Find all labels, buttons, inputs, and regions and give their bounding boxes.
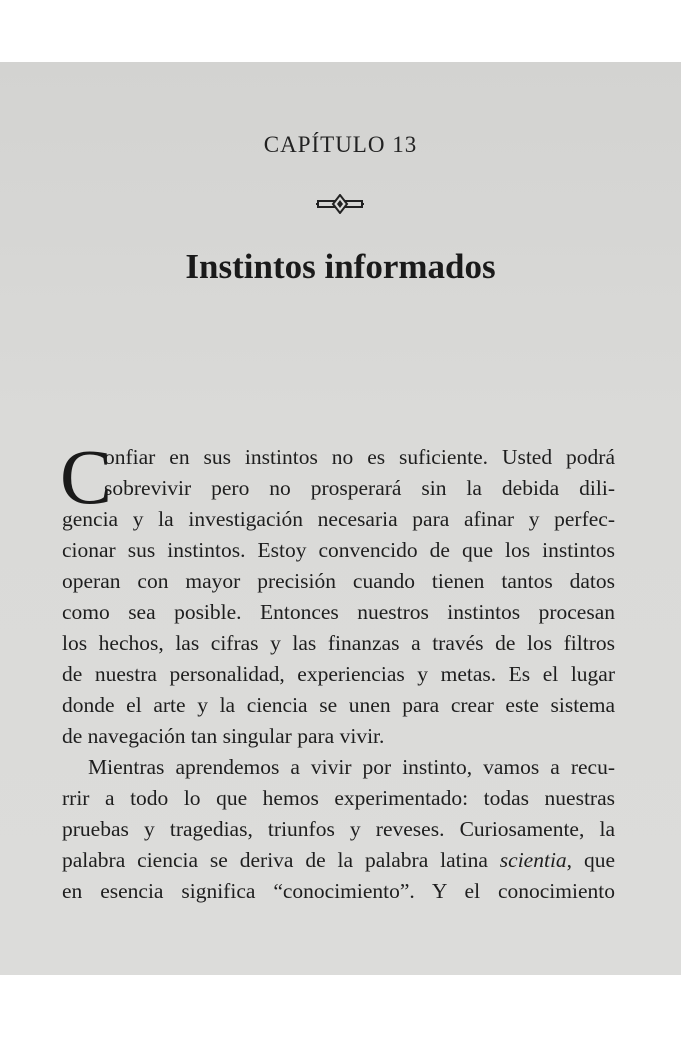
text-line: sobrevivir pero no prosperará sin la debida dili- — [104, 476, 615, 500]
chapter-label: CAPÍTULO 13 — [263, 132, 418, 157]
text-line: rrir a todo lo que hemos experimentado: todas nuestras — [62, 786, 615, 810]
text-line: como sea posible. Entonces nuestros instintos procesan — [62, 600, 615, 624]
text-segment: , que — [566, 848, 615, 872]
italic-word: scientia — [499, 848, 567, 872]
text-segment: palabra ciencia se deriva de la palabra latina — [62, 848, 500, 872]
chapter-title: Instintos informados — [185, 247, 496, 286]
text-line: en esencia significa “conocimiento”. Y el conocimiento — [62, 879, 615, 903]
text-line: pruebas y tragedias, triunfos y reveses. Curiosamente, la — [62, 817, 615, 841]
paragraph — [62, 442, 615, 752]
text-line: de navegación tan singular para vivir. — [62, 724, 385, 748]
body-text — [60, 433, 615, 907]
text-line: los hechos, las cifras y las finanzas a través de los filtros — [62, 631, 615, 655]
text-line: cionar sus instintos. Estoy convencido de que los instintos — [62, 538, 615, 562]
paragraph — [62, 752, 615, 907]
text-line: onfiar en sus instintos no es suficiente. Usted podrá — [104, 445, 615, 469]
book-page — [0, 62, 681, 975]
drop-cap: C — [60, 433, 113, 520]
text-line — [62, 845, 615, 876]
text-line: donde el arte y la ciencia se unen para crear este sistema — [62, 693, 615, 717]
text-line: gencia y la investigación necesaria para afinar y perfec- — [62, 507, 615, 531]
diamond-ornament-icon — [316, 194, 364, 214]
text-line: operan con mayor precisión cuando tienen tantos datos — [62, 569, 615, 593]
text-line: Mientras aprendemos a vivir por instinto, vamos a recu- — [88, 755, 615, 779]
text-line: de nuestra personalidad, experiencias y metas. Es el lugar — [62, 662, 615, 686]
